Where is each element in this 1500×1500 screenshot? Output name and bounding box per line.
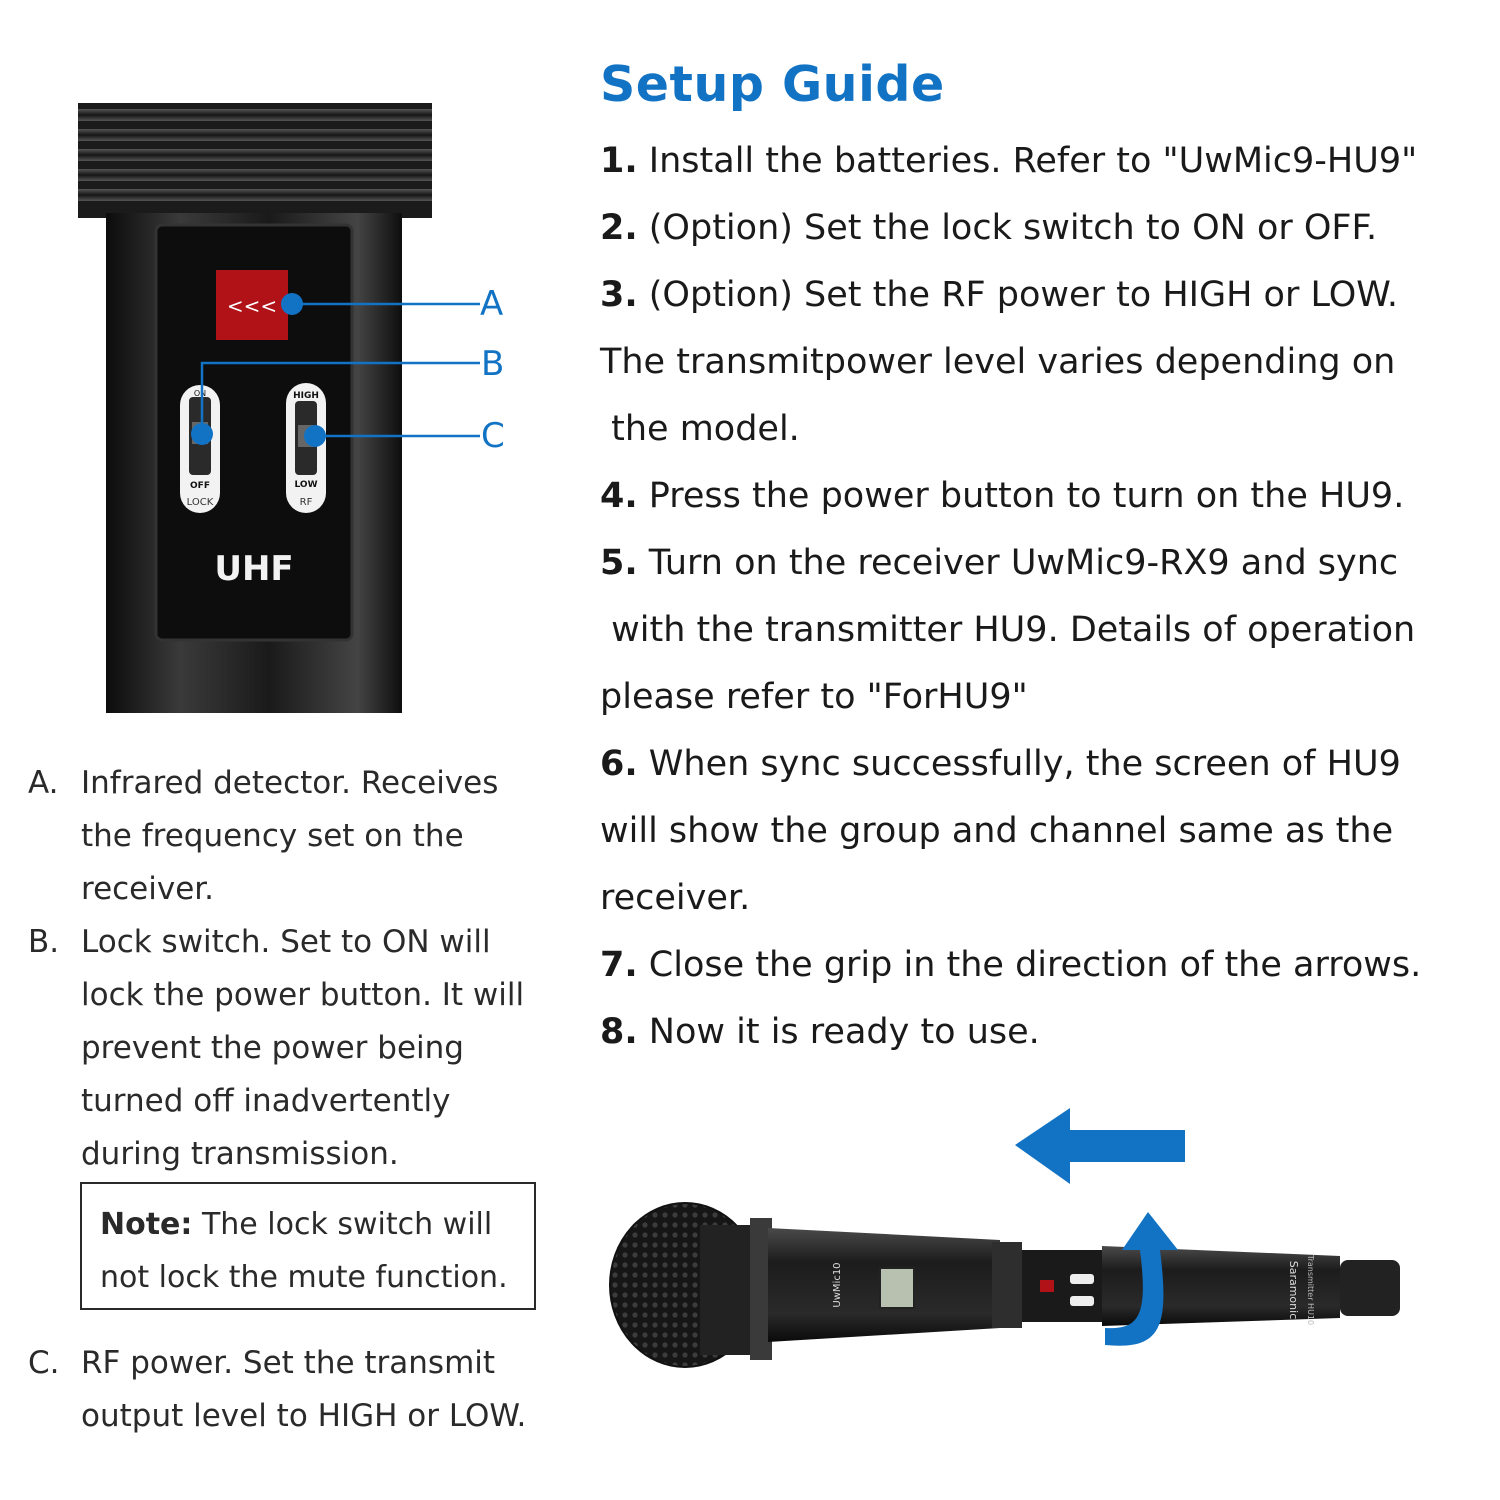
svg-text:LOW: LOW (294, 480, 318, 490)
callout-dot-b (191, 423, 213, 445)
step-line: 3. (Option) Set the RF power to HIGH or LOW. (600, 275, 1398, 315)
mic-brand-text: Saramonic (1287, 1260, 1300, 1320)
guide-title: Setup Guide (600, 56, 945, 113)
legend-line: the frequency set on the (81, 818, 464, 854)
callout-lines (0, 0, 560, 460)
setup-steps (600, 128, 1490, 1066)
note-label: Note: (100, 1207, 193, 1242)
callout-label-a: A (480, 284, 504, 324)
step-line: 4. Press the power button to turn on the HU9. (600, 476, 1405, 516)
legend-line: turned off inadvertently (81, 1083, 451, 1119)
svg-text:LOCK: LOCK (186, 497, 214, 508)
legend-line: during transmission. (81, 1136, 399, 1172)
mic-transmitter-text: Transmitter HU10 (1306, 1254, 1315, 1326)
legend-line: receiver. (81, 871, 215, 907)
legend-line: RF power. Set the transmit (81, 1345, 496, 1381)
step-line: receiver. (600, 878, 751, 918)
legend-mark: C. (28, 1345, 60, 1381)
svg-text:HIGH: HIGH (293, 391, 319, 401)
step-line: will show the group and channel same as the (600, 811, 1394, 851)
step-line: 2. (Option) Set the lock switch to ON or OFF. (600, 208, 1378, 248)
mic-model-text: UwMic10 (832, 1262, 843, 1308)
legend-c (28, 1337, 548, 1443)
legend-line: Lock switch. Set to ON will (81, 924, 491, 960)
step-line: 6. When sync successfully, the screen of HU9 (600, 744, 1401, 784)
note-line: Note: The lock switch will (100, 1207, 493, 1242)
left-arrow-icon (1015, 1108, 1185, 1184)
step-line: 5. Turn on the receiver UwMic9-RX9 and sync (600, 543, 1399, 583)
svg-text:OFF: OFF (190, 481, 210, 491)
step-line: the model. (600, 409, 800, 449)
step-line: please refer to "ForHU9" (600, 677, 1028, 717)
step-line: 7. Close the grip in the direction of the arrows. (600, 945, 1422, 985)
legend-line: Infrared detector. Receives (81, 765, 499, 801)
legend-line: output level to HIGH or LOW. (81, 1398, 527, 1434)
step-line: 1. Install the batteries. Refer to "UwMic9-HU9" (600, 141, 1418, 181)
callout-label-b: B (481, 344, 505, 384)
note-box (80, 1182, 536, 1310)
legend-item-a (28, 757, 548, 916)
callout-dot-a (281, 293, 303, 315)
microphone-illustration (600, 1100, 1480, 1400)
legend-mark: B. (28, 924, 60, 960)
callout-dot-c (304, 425, 326, 447)
mic-handle-lower (1102, 1246, 1340, 1326)
step-line: with the transmitter HU9. Details of operation (600, 610, 1416, 650)
svg-text:RF: RF (299, 497, 313, 508)
step-line: 8. Now it is ready to use. (600, 1012, 1040, 1052)
svg-text:ON: ON (193, 389, 207, 398)
callout-label-c: C (481, 416, 505, 456)
legend-item-b (28, 916, 548, 1181)
legend-mark: A. (28, 765, 59, 801)
infrared-arrows-text: <<< (226, 294, 278, 318)
step-line: The transmitpower level varies depending on (600, 342, 1396, 382)
legend-item-c (28, 1337, 548, 1443)
note-line: not lock the mute function. (100, 1260, 508, 1295)
legend-line: prevent the power being (81, 1030, 464, 1066)
legend (28, 757, 548, 1181)
legend-line: lock the power button. It will (81, 977, 525, 1013)
band-label: UHF (214, 549, 294, 589)
